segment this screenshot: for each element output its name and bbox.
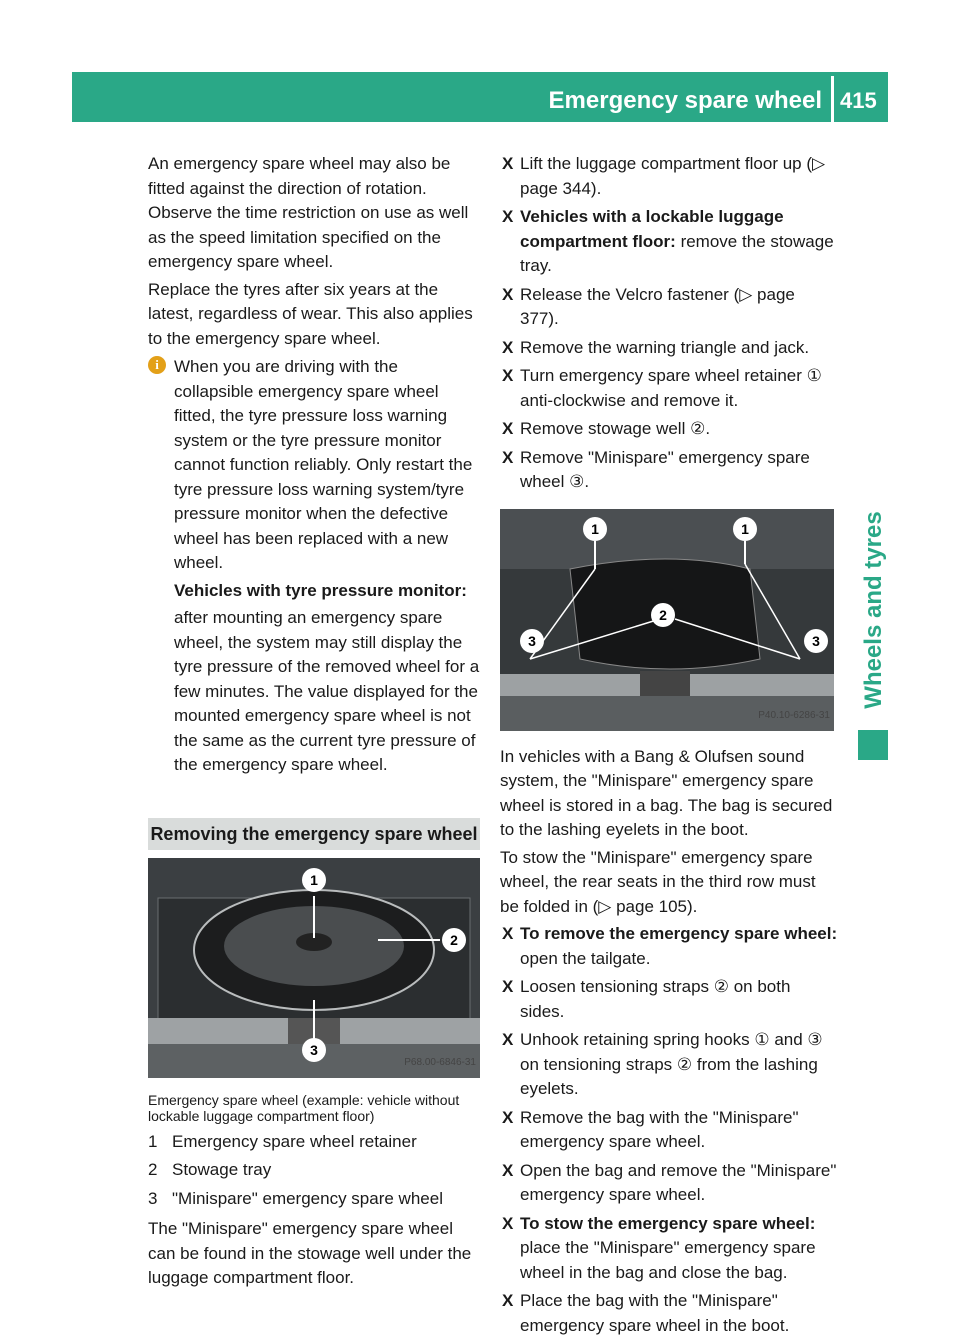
paragraph: Replace the tyres after six years at the latest, regardless of wear. This also applies to the emergency spare wheel.: [148, 279, 473, 348]
instruction-step: X Vehicles with a lockable luggage compartment floor: remove the stowage tray.: [502, 207, 834, 275]
paragraph: The "Minispare" emergency spare wheel can be found in the stowage well under the luggage compartment floor.: [148, 1219, 472, 1287]
instruction-step: X Release the Velcro fastener (▷ page 377).: [502, 284, 795, 328]
info-icon: i: [148, 356, 166, 374]
step-marker-icon: X: [502, 924, 514, 943]
step-marker-icon: X: [502, 284, 514, 304]
bag-photo: [500, 509, 834, 731]
paragraph: An emergency spare wheel may also be fitted against the direction of rotation. Observe the time restriction on use as well as the speed limitation specified on the emergency spare wheel.: [148, 154, 469, 271]
instruction-steps: [500, 152, 838, 495]
step-marker-icon: X: [502, 1107, 514, 1127]
note-text: When you are driving with the collapsible emergency spare wheel fitted, the tyre pressure loss warning system or the tyre pressure monitor cannot function reliably. Only restart the tyre pressure loss warning system/tyre pressure monitor when the defective wheel has been replaced with a new wheel.: [174, 357, 473, 572]
instruction-step: X To remove the emergency spare wheel: open the tailgate.: [502, 924, 838, 968]
step-marker-icon: X: [502, 207, 514, 226]
callout-2: 2: [659, 606, 667, 623]
spare-wheel-photo: [148, 858, 480, 1078]
instruction-step: X Remove stowage well ②.: [500, 417, 838, 442]
step-marker-icon: X: [502, 419, 514, 438]
callout-3: 3: [528, 632, 536, 649]
left-column: [148, 152, 480, 1294]
info-note: [148, 355, 480, 778]
section-heading: Removing the emergency spare wheel: [148, 818, 480, 850]
instruction-step: X To stow the emergency spare wheel: place the "Minispare" emergency spare wheel in the bag and close the bag.: [502, 1213, 816, 1282]
instruction-step: X Place the bag with the "Minispare" emergency spare wheel in the boot.: [502, 1291, 790, 1335]
note-text: after mounting an emergency spare wheel, the system may still display the tyre pressure of the removed wheel for a few minutes. The value displayed for the mounted emergency spare wheel is not the same as the current tyre pressure of the emergency spare wheel.: [174, 608, 480, 774]
legend-item: 1 Emergency spare wheel retainer: [148, 1131, 417, 1151]
callout-3: 3: [812, 632, 820, 649]
callout-1: 1: [741, 520, 749, 537]
step-marker-icon: X: [502, 366, 514, 385]
instruction-step: X Remove "Minispare" emergency spare wheel ③.: [502, 447, 810, 491]
step-marker-icon: X: [502, 1291, 514, 1310]
chapter-marker: [858, 730, 888, 760]
step-marker-icon: X: [502, 154, 514, 173]
callout-2: 2: [450, 931, 458, 948]
photo-code: P40.10-6286-31: [758, 710, 830, 721]
legend-item: 2 Stowage tray: [148, 1160, 272, 1179]
page-number: 415: [840, 88, 877, 113]
instruction-step: X Unhook retaining spring hooks ① and ③ on tensioning straps ② from the lashing eyelets.: [502, 1030, 823, 1098]
bag-illustration: [500, 509, 834, 731]
step-marker-icon: X: [502, 1030, 514, 1049]
page-title: Emergency spare wheel: [548, 87, 822, 114]
instruction-step: X Remove the bag with the "Minispare" emergency spare wheel.: [502, 1107, 799, 1151]
header-divider: [831, 76, 834, 122]
chapter-tab: [860, 511, 888, 709]
step-marker-icon: X: [502, 977, 514, 996]
paragraph: To stow the "Minispare" emergency spare wheel, the rear seats in the third row must be folded in (▷ page 105).: [500, 847, 816, 916]
photo-code: P68.00-6846-31: [404, 1057, 476, 1068]
spare-wheel-illustration: [148, 858, 480, 1078]
step-marker-icon: X: [502, 337, 514, 357]
instruction-step: X Loosen tensioning straps ② on both sides.: [502, 977, 791, 1021]
callout-1: 1: [310, 871, 318, 888]
paragraph: In vehicles with a Bang & Olufsen sound system, the "Minispare" emergency spare wheel is stored in a bag. The bag is secured to the lashing eyelets in the boot.: [500, 746, 833, 839]
step-marker-icon: X: [502, 1160, 514, 1180]
chapter-tab-label: Wheels and tyres: [860, 511, 887, 709]
instruction-step: X Turn emergency spare wheel retainer ① anti-clockwise and remove it.: [502, 366, 822, 410]
step-marker-icon: X: [502, 447, 514, 467]
legend-item: 3 "Minispare" emergency spare wheel: [148, 1188, 443, 1208]
step-marker-icon: X: [502, 1213, 514, 1233]
callout-1: 1: [591, 520, 599, 537]
instruction-step: X Open the bag and remove the "Minispare" emergency spare wheel.: [502, 1160, 837, 1204]
figure-caption: Emergency spare wheel (example: vehicle without lockable luggage compartment floor): [148, 1091, 460, 1124]
instruction-steps: [500, 922, 838, 1338]
callout-3: 3: [310, 1041, 318, 1058]
note-heading: Vehicles with tyre pressure monitor:: [174, 580, 467, 600]
right-column: [500, 152, 838, 1342]
instruction-step: X Lift the luggage compartment floor up (▷ page 344).: [502, 154, 826, 198]
instruction-step: X Remove the warning triangle and jack.: [500, 336, 838, 361]
